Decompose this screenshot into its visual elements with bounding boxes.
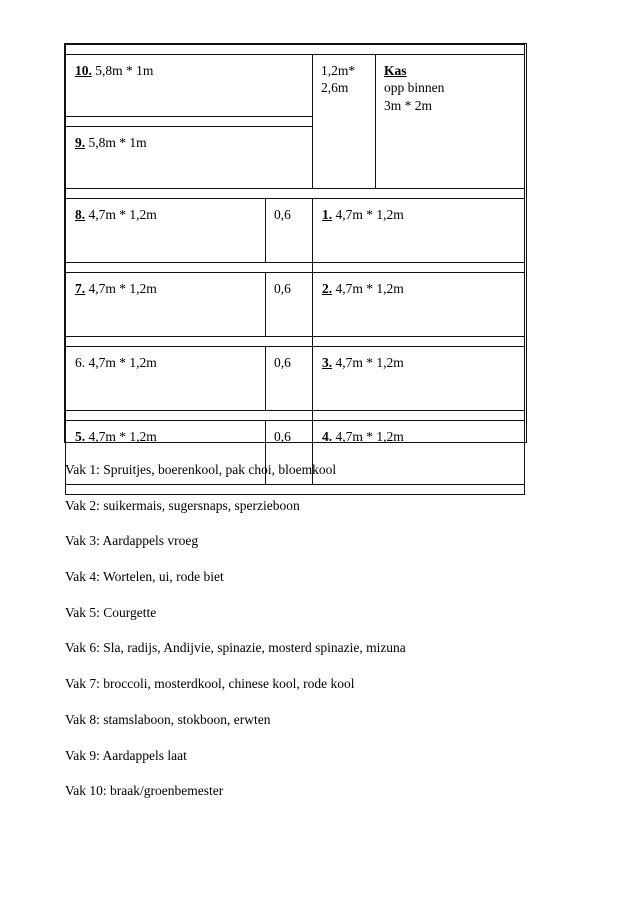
list-item: Vak 6: Sla, radijs, Andijvie, spinazie, mosterd spinazie, mizuna (65, 640, 406, 656)
gap-7-2-cell[interactable] (266, 273, 313, 337)
plot-7-label: 7. (75, 281, 86, 296)
gap-6-3-value: 0,6 (274, 355, 291, 370)
plot-4-label: 4. (322, 429, 333, 444)
plot-9-size: 5,8m * 1m (85, 135, 147, 150)
greenhouse-title: Kas (384, 63, 407, 78)
plot-2-cell[interactable] (313, 273, 525, 337)
plot-4-size: 4,7m * 1,2m (332, 429, 404, 444)
plot-8-label: 8. (75, 207, 86, 222)
plot-6-label: 6. (75, 355, 86, 370)
table-spacer-row (66, 263, 525, 273)
spacer-cell (66, 117, 313, 127)
table-row (66, 55, 525, 117)
plot-5-size: 4,7m * 1,2m (85, 429, 157, 444)
table-spacer-row (66, 337, 525, 347)
list-item: Vak 10: braak/groenbemester (65, 783, 224, 799)
greenhouse-cell[interactable] (376, 55, 525, 189)
path-width-cell[interactable] (313, 55, 376, 189)
spacer-cell (66, 337, 313, 347)
plot-9-cell[interactable] (66, 127, 313, 189)
plot-1-size: 4,7m * 1,2m (332, 207, 404, 222)
table-spacer-row (66, 411, 525, 421)
plot-2-size: 4,7m * 1,2m (332, 281, 404, 296)
list-item: Vak 8: stamslaboon, stokboon, erwten (65, 711, 271, 727)
list-item: Vak 7: broccoli, mosterdkool, chinese kool, rode kool (65, 676, 355, 692)
spacer-cell (66, 411, 313, 421)
plot-7-cell[interactable] (66, 273, 266, 337)
plot-3-label: 3. (322, 355, 333, 370)
path-width-line-2: 2,6m (321, 80, 349, 96)
spacer-cell (66, 189, 525, 199)
spacer-cell (313, 337, 525, 347)
spacer-cell (66, 45, 525, 55)
spacer-cell (313, 263, 525, 273)
gap-5-4-value: 0,6 (274, 429, 291, 444)
greenhouse-line-1: opp binnen (384, 80, 445, 96)
table-row (66, 199, 525, 263)
plot-6-cell[interactable] (66, 347, 266, 411)
path-width-line-1: 1,2m* (321, 63, 356, 78)
list-item: Vak 5: Courgette (65, 604, 157, 620)
gap-8-1-value: 0,6 (274, 207, 291, 222)
table-spacer-row (66, 45, 525, 55)
gap-6-3-cell[interactable] (266, 347, 313, 411)
plot-1-cell[interactable] (313, 199, 525, 263)
plot-1-label: 1. (322, 207, 333, 222)
plot-10-size: 5,8m * 1m (91, 63, 154, 78)
table-row (66, 347, 525, 411)
plot-6-size: 4,7m * 1,2m (85, 355, 157, 370)
plot-9-label: 9. (75, 135, 86, 150)
greenhouse-line-2: 3m * 2m (384, 97, 433, 113)
list-item: Vak 1: Spruitjes, boerenkool, pak choi, bloemkool (65, 462, 337, 477)
list-item: Vak 2: suikermais, sugersnaps, sperzieboon (65, 497, 300, 513)
list-item: Vak 4: Wortelen, ui, rode biet (65, 569, 224, 585)
garden-layout-table (65, 44, 525, 495)
plot-7-size: 4,7m * 1,2m (85, 281, 157, 296)
spacer-cell (66, 263, 313, 273)
list-item: Vak 3: Aardappels vroeg (65, 533, 199, 549)
gap-8-1-cell[interactable] (266, 199, 313, 263)
plot-10-cell[interactable] (66, 55, 313, 117)
spacer-cell (313, 411, 525, 421)
plot-2-label: 2. (322, 281, 333, 296)
plot-5-label: 5. (75, 429, 86, 444)
gap-7-2-value: 0,6 (274, 281, 291, 296)
table-spacer-row (66, 189, 525, 199)
plot-8-cell[interactable] (66, 199, 266, 263)
plot-10-label: 10. (75, 63, 92, 78)
plot-3-cell[interactable] (313, 347, 525, 411)
crop-legend-list (65, 462, 565, 819)
plot-3-size: 4,7m * 1,2m (332, 355, 404, 370)
plot-8-size: 4,7m * 1,2m (85, 207, 157, 222)
list-item: Vak 9: Aardappels laat (65, 747, 187, 763)
table-row (66, 273, 525, 337)
